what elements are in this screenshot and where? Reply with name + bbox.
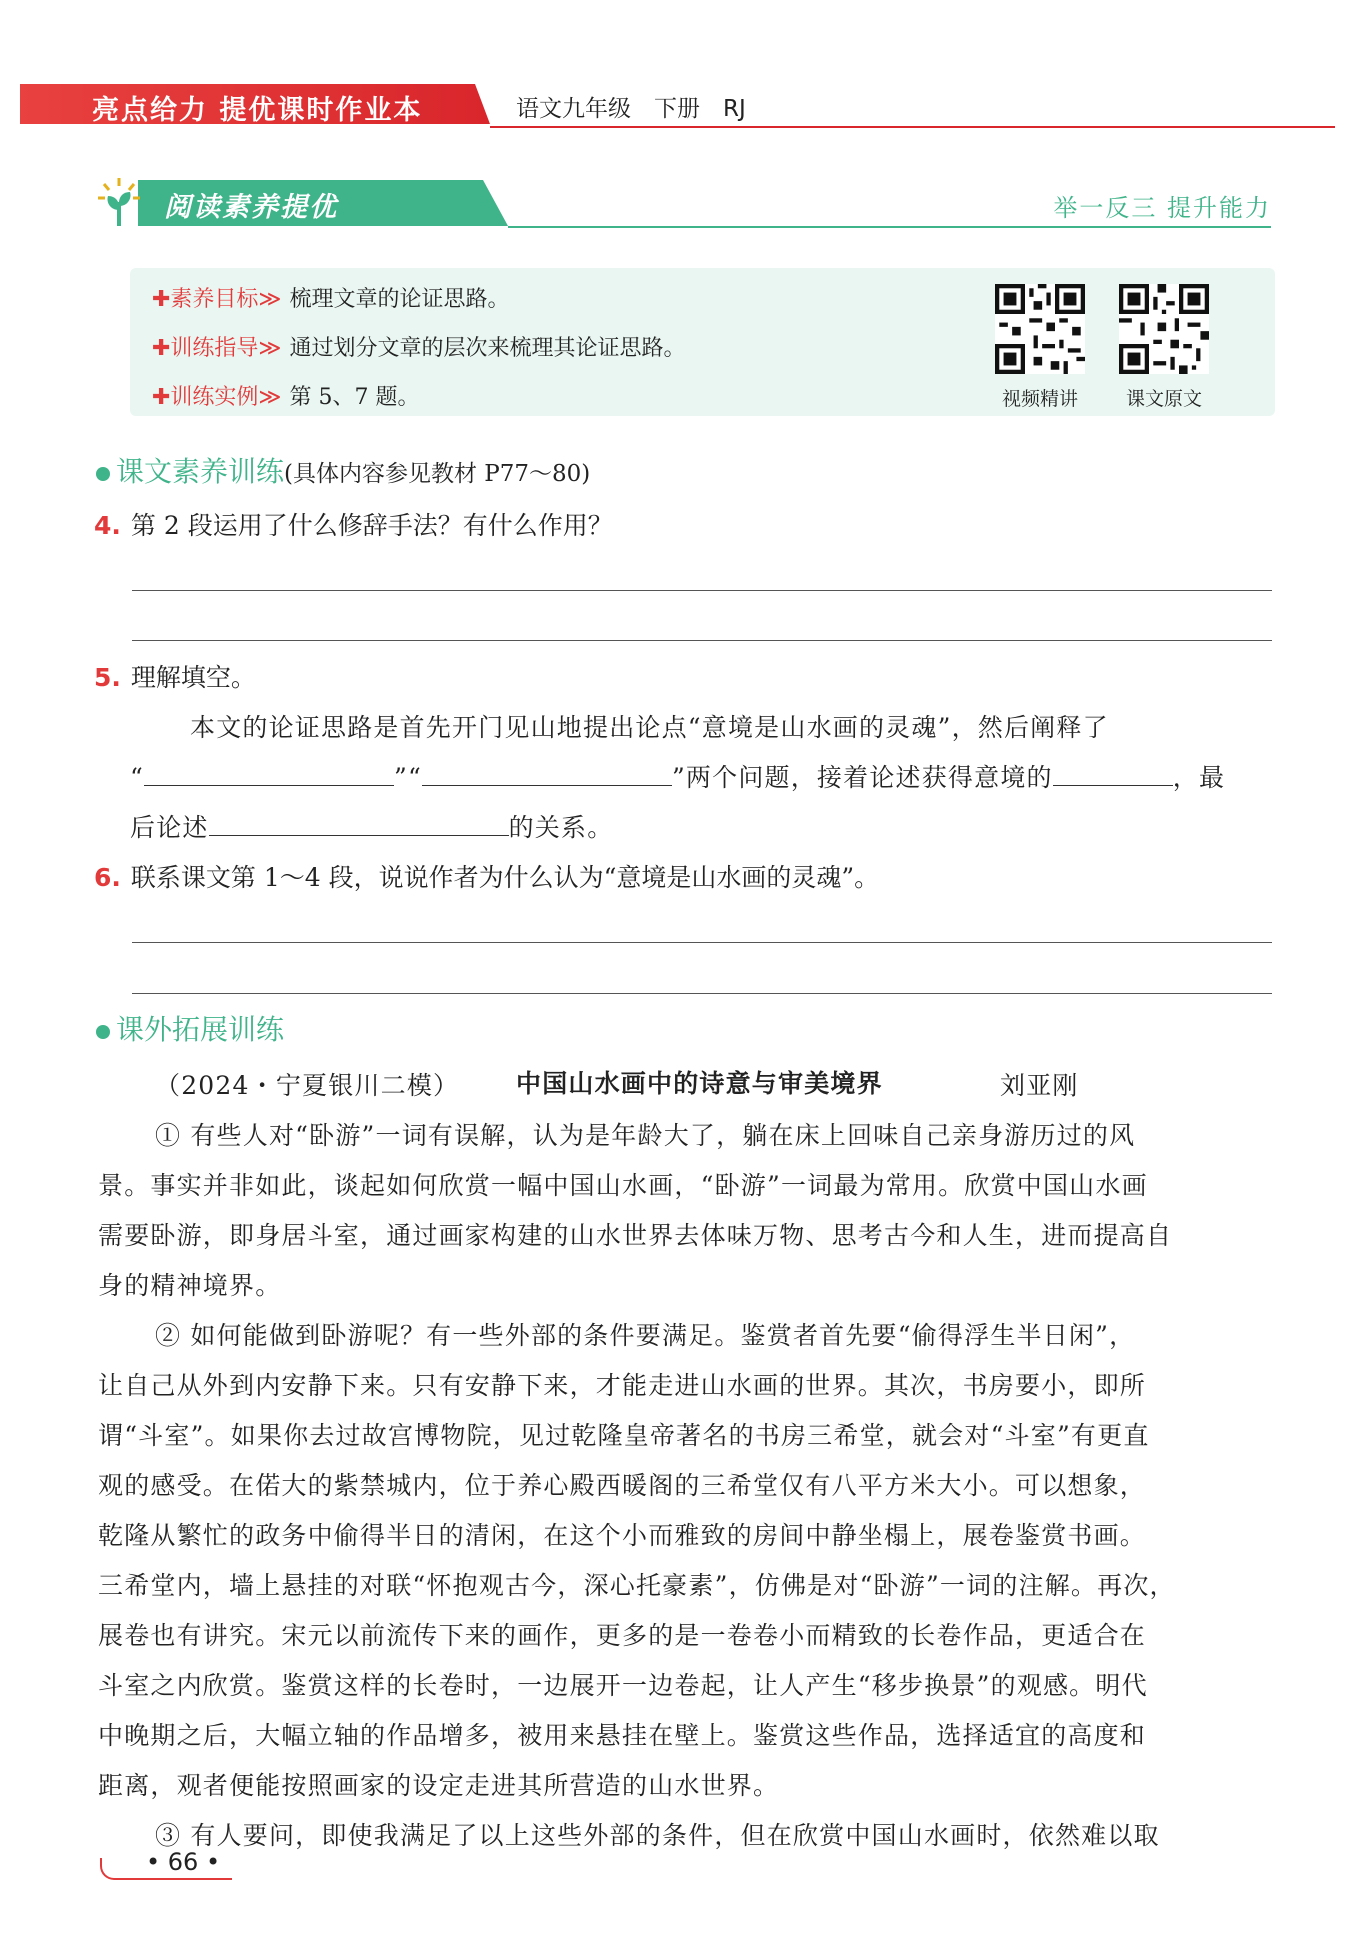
question-number: 4.: [94, 511, 121, 540]
article-line: ② 如何能做到卧游呢？有一些外部的条件要满足。鉴赏者首先要“偷得浮生半日闲”，: [155, 1321, 1136, 1350]
article-line: 让自己从外到内安静下来。只有安静下来，才能走进山水画的世界。其次，书房要小，即所: [98, 1371, 1147, 1400]
article-line: 中晚期之后，大幅立轴的作品增多，被用来悬挂在壁上。鉴赏这些作品，选择适宜的高度和: [98, 1721, 1147, 1750]
bullet-dot-icon: [96, 1025, 110, 1039]
page-header: [20, 84, 1335, 128]
section-banner: [96, 180, 1271, 230]
answer-line[interactable]: [132, 993, 1272, 994]
page-number: • 66 •: [146, 1848, 221, 1876]
banner-title: 阅读素养提优: [164, 192, 338, 223]
blank-1[interactable]: [144, 763, 394, 786]
article-line: 乾隆从繁忙的政务中偷得半日的清闲，在这个小而雅致的房间中静坐榻上，展卷鉴赏书画。: [98, 1521, 1147, 1550]
goal-row-example: [152, 380, 419, 411]
goal-row-guide: [152, 331, 685, 362]
article-line: ③ 有人要问，即使我满足了以上这些外部的条件，但在欣赏中国山水画时，依然难以取: [155, 1821, 1160, 1850]
qr-code-icon: [1119, 284, 1209, 374]
article-line: 需要卧游，即身居斗室，通过画家构建的山水世界去体味万物、思考古今和人生，进而提高自: [98, 1221, 1173, 1250]
section-title: 课外拓展训练: [116, 1013, 285, 1046]
text-fragment: “: [130, 763, 144, 792]
qr-caption: 视频精讲: [1001, 388, 1078, 410]
article-line: 距离，观者便能按照画家的设定走进其所营造的山水世界。: [98, 1771, 780, 1800]
article-line: 斗室之内欣赏。鉴赏这样的长卷时，一边展开一边卷起，让人产生“移步换景”的观感。明代: [98, 1671, 1148, 1700]
question-number: 5.: [94, 663, 121, 692]
header-brand: 亮点给力 提优课时作业本: [92, 95, 423, 126]
page-footer: [100, 1848, 240, 1888]
question-5: [94, 658, 256, 694]
section-heading: [96, 1008, 284, 1048]
text-fragment: 的关系。: [508, 813, 614, 842]
article-line: 展卷也有讲究。宋元以前流传下来的画作，更多的是一卷卷小而精致的长卷作品，更适合在: [98, 1621, 1147, 1650]
article-line: 观的感受。在偌大的紫禁城内，位于养心殿西暖阁的三希堂仅有八平方米大小。可以想象，: [98, 1471, 1147, 1500]
qr-caption: 课文原文: [1125, 388, 1202, 410]
question-text: 第 2 段运用了什么修辞手法？有什么作用？: [130, 511, 613, 540]
answer-line[interactable]: [132, 640, 1272, 641]
article-source: （2024・宁夏银川二模）: [155, 1071, 460, 1100]
blank-2[interactable]: [422, 763, 672, 786]
qr-code-icon: [995, 284, 1085, 374]
article-title: 中国山水画中的诗意与审美境界: [516, 1069, 883, 1098]
blank-3[interactable]: [1053, 763, 1173, 786]
section-title: 课文素养训练: [116, 455, 285, 488]
goal-text: 梳理文章的论证思路。: [289, 287, 510, 312]
question-text: 理解填空。: [130, 663, 256, 692]
goal-row-target: [152, 282, 509, 313]
bullet-dot-icon: [96, 467, 110, 481]
text-fragment: ”“: [393, 763, 422, 792]
goal-label: ✚训练指导≫: [152, 336, 282, 361]
article-author: 刘亚刚: [1000, 1071, 1079, 1100]
article-line: 三希堂内，墙上悬挂的对联“怀抱观古今，深心托豪素”，仿佛是对“卧游”一词的注解。再次，: [98, 1571, 1176, 1600]
footer-rule: [140, 1878, 232, 1880]
article-line: ① 有些人对“卧游”一词有误解，认为是年龄大了，躺在床上回味自己亲身游历过的风: [155, 1121, 1136, 1150]
q5-line-2: [130, 758, 1225, 794]
text-fragment: 后论述: [130, 813, 209, 842]
q5-line-3: [130, 808, 613, 844]
text-fragment: ”两个问题，接着论述获得意境的: [671, 763, 1053, 792]
article-line: 景。事实并非如此，谈起如何欣赏一幅中国山水画，“卧游”一词最为常用。欣赏中国山水画: [98, 1171, 1148, 1200]
header-rule: [490, 126, 1335, 128]
article-line: 谓“斗室”。如果你去过故宫博物院，见过乾隆皇帝著名的书房三希堂，就会对“斗室”有更直: [98, 1421, 1150, 1450]
answer-line[interactable]: [132, 590, 1272, 591]
goals-box: [130, 268, 1275, 416]
goal-text: 通过划分文章的层次来梳理其论证思路。: [289, 336, 686, 361]
answer-line[interactable]: [132, 942, 1272, 943]
goal-label: ✚素养目标≫: [152, 287, 282, 312]
footer-decoration: [100, 1858, 142, 1880]
banner-rule: [508, 226, 1271, 228]
banner-slogan: 举一反三 提升能力: [1053, 194, 1271, 222]
section-heading: [96, 450, 590, 490]
question-6: [94, 858, 879, 894]
sprout-icon: [96, 176, 142, 230]
section-note: (具体内容参见教材 P77～80): [284, 461, 591, 487]
question-number: 6.: [94, 863, 121, 892]
article-line: 身的精神境界。: [98, 1271, 282, 1300]
header-subject: 语文九年级 下册 RJ: [516, 96, 746, 122]
qr-text[interactable]: [1116, 284, 1212, 411]
blank-4[interactable]: [209, 813, 509, 836]
q5-line-1: 本文的论证思路是首先开门见山地提出论点“意境是山水画的灵魂”，然后阐释了: [190, 713, 1109, 742]
question-text: 联系课文第 1～4 段，说说作者为什么认为“意境是山水画的灵魂”。: [130, 863, 880, 892]
goal-label: ✚训练实例≫: [152, 385, 282, 410]
qr-video[interactable]: [992, 284, 1088, 411]
question-4: [94, 506, 613, 542]
goal-text: 第 5、7 题。: [289, 385, 420, 410]
text-fragment: ，最: [1172, 763, 1226, 792]
